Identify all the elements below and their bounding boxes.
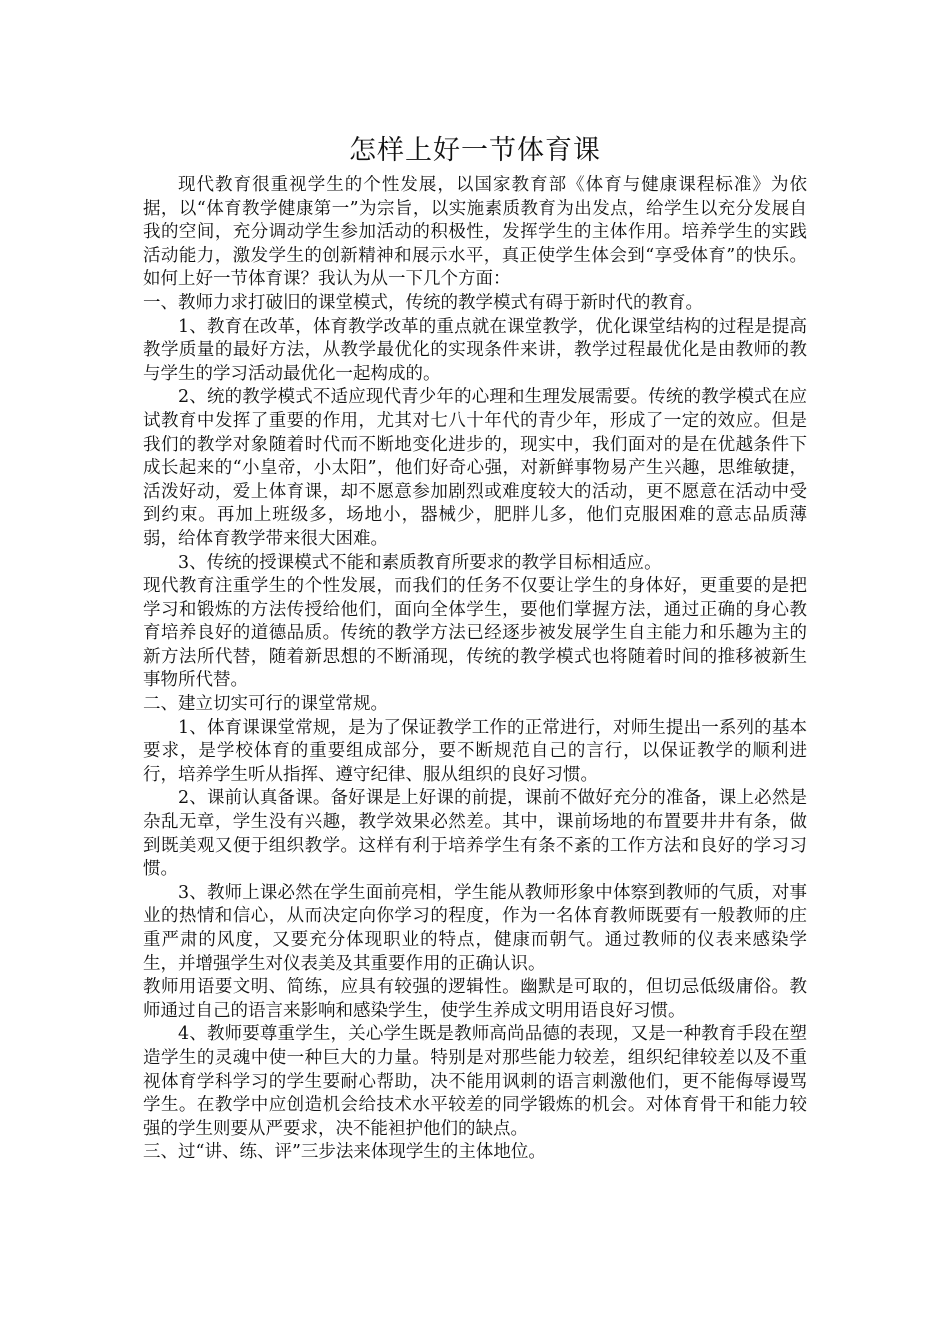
section-heading-3: 三、过“讲、练、评”三步法来体现学生的主体地位。 <box>143 1142 546 1163</box>
paragraph-1-1: 1、教育在改革，体育教学改革的重点就在课堂教学，优化课堂结构的过程是提高教学质量的最好方法，从教学最优化的实现条件来讲，教学过程最优化是由教师的教与学生的学习活动最优化一起构成的。 <box>143 316 807 384</box>
paragraph-2-3-body: 教师用语要文明、简练，应具有较强的逻辑性。幽默是可取的，但切忌低级庸俗。教师通过自己的语言来影响和感染学生，使学生养成文明用语良好习惯。 <box>143 977 807 1021</box>
paragraph-2-3: 3、教师上课必然在学生面前亮相，学生能从教师形象中体察到教师的气质，对事业的热情和信心，从而决定向你学习的程度，作为一名体育教师既要有一般教师的庄重严肃的风度，又要充分体现职业的特点，健康而朝气。通过教师的仪表来感染学生，并增强学生对仪表美及其重要作用的正确认识。 <box>143 882 807 974</box>
paragraph-1-3-body: 现代教育注重学生的个性发展，而我们的任务不仅要让学生的身体好，更重要的是把学习和锻炼的方法传授给他们，面向全体学生，要他们掌握方法，通过正确的身心教育培养良好的道德品质。传统的教学方法已经逐步被发展学生自主能力和乐趣为主的新方法所代替，随着新思想的不断涌现，传统的教学模式也将随着时间的推移被新生事物所代替。 <box>143 576 807 691</box>
paragraph-2-4: 4、教师要尊重学生，关心学生既是教师高尚品德的表现，又是一种教育手段在塑造学生的灵魂中使一种巨大的力量。特别是对那些能力较差，组织纪律较差以及不重视体育学科学习的学生要耐心帮助，决不能用讽刺的语言刺激他们，更不能侮辱谩骂学生。在教学中应创造机会给技术水平较差的同学锻炼的机会。对体育骨干和能力较强的学生则要从严要求，决不能袒护他们的缺点。 <box>143 1024 807 1139</box>
document-title: 怎样上好一节体育课 <box>349 135 601 166</box>
paragraph-intro: 现代教育很重视学生的个性发展，以国家教育部《体育与健康课程标准》为依据，以“体育教学健康第一”为宗旨，以实施素质教育为出发点，给学生以充分发展自我的空间，充分调动学生参加活动的积极性，发挥学生的主体作用。培养学生的实践活动能力，激发学生的创新精神和展示水平，真正使学生体会到“享受体育”的快乐。如何上好一节体育课？我认为从一下几个方面： <box>143 175 807 290</box>
section-heading-2: 二、建立切实可行的课堂常规。 <box>143 694 388 715</box>
document-body <box>143 174 807 1165</box>
paragraph-1-2: 2、统的教学模式不适应现代青少年的心理和生理发展需要。传统的教学模式在应试教育中发挥了重要的作用，尤其对七八十年代的青少年，形成了一定的效应。但是我们的教学对象随着时代而不断地变化进步的，现实中，我们面对的是在优越条件下成长起来的“小皇帝，小太阳”，他们好奇心强，对新鲜事物易产生兴趣，思维敏捷，活泼好动，爱上体育课，却不愿意参加剧烈或难度较大的活动，更不愿意在活动中受到约束。再加上班级多，场地小，器械少，肥胖儿多，他们克服困难的意志品质薄弱，给体育教学带来很大困难。 <box>143 387 807 549</box>
paragraph-2-2: 2、课前认真备课。备好课是上好课的前提，课前不做好充分的准备，课上必然是杂乱无章，学生没有兴趣，教学效果必然差。其中，课前场地的布置要井井有条，做到既美观又便于组织教学。这样有利于培养学生有条不紊的工作方法和良好的学习习惯。 <box>143 788 807 880</box>
paragraph-2-1: 1、体育课课堂常规，是为了保证教学工作的正常进行，对师生提出一系列的基本要求，是学校体育的重要组成部分，要不断规范自己的言行，以保证教学的顺利进行，培养学生听从指挥、遵守纪律、服从组织的良好习惯。 <box>143 717 807 785</box>
section-heading-1: 一、教师力求打破旧的课堂模式，传统的教学模式有碍于新时代的教育。 <box>143 292 703 313</box>
paragraph-1-3: 3、传统的授课模式不能和素质教育所要求的教学目标相适应。 <box>178 552 662 573</box>
document-page <box>143 132 807 1165</box>
